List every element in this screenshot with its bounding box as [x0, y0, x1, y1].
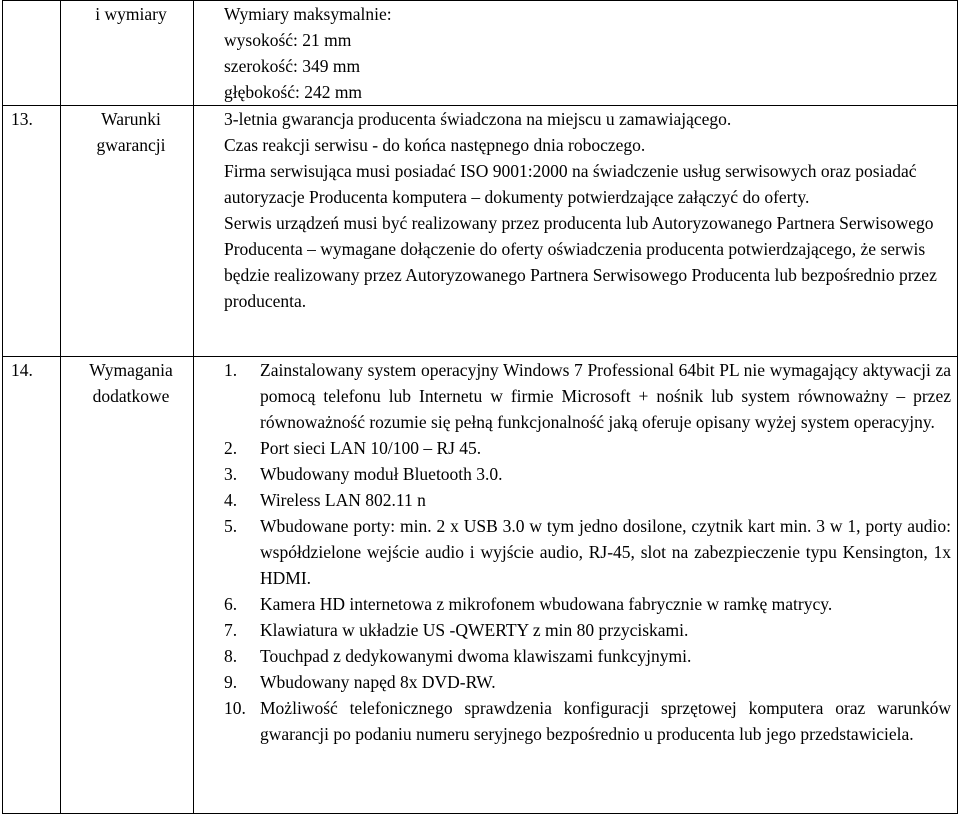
list-item-text: Wbudowany napęd 8x DVD-RW. — [260, 672, 496, 692]
list-item-text: Port sieci LAN 10/100 – RJ 45. — [260, 438, 482, 458]
row-label-line: i wymiary — [95, 4, 167, 24]
list-item — [224, 435, 951, 461]
list-item — [224, 513, 951, 591]
list-item-text: Touchpad z dedykowanymi dwoma klawiszami funkcyjnymi. — [260, 646, 692, 666]
list-item-text: Klawiatura w układzie US -QWERTY z min 80 przyciskami. — [260, 620, 689, 640]
row-description-cell — [194, 357, 958, 814]
list-item-number: 2. — [224, 438, 238, 458]
list-item-text: Możliwość telefonicznego sprawdzenia konfiguracji sprzętowej komputera oraz warunków gwarancji po podaniu numeru seryjnego bezpośrednio u producenta lub jego przedstawiciela. — [260, 698, 951, 744]
table-row — [3, 357, 958, 814]
list-item-number: 6. — [224, 594, 238, 614]
list-item — [224, 461, 951, 487]
specification-table — [2, 0, 958, 814]
warranty-paragraph: Firma serwisująca musi posiadać ISO 9001:2000 na świadczenie usług serwisowych oraz posiadać autoryzacje Producenta komputera – dokumenty potwierdzające załączyć do oferty. — [224, 161, 917, 207]
row-label-cell — [61, 357, 194, 814]
list-item-number: 4. — [224, 490, 238, 510]
row-number: 14. — [11, 360, 33, 380]
row-number-cell — [3, 1, 61, 106]
row-number: 13. — [11, 109, 33, 129]
requirements-list — [224, 357, 951, 747]
list-item — [224, 617, 951, 643]
list-item — [224, 591, 951, 617]
list-item-text: Wireless LAN 802.11 n — [260, 490, 426, 510]
list-item — [224, 487, 951, 513]
row-description-cell — [194, 1, 958, 106]
warranty-paragraph: Serwis urządzeń musi być realizowany przez producenta lub Autoryzowanego Partnera Serwisowego Producenta – wymagane dołączenie do oferty oświadczenia producenta potwierdzającego, że serwis będzie realizowany przez Autoryzowanego Partnera Serwisowego Producenta lub bezpośrednio przez producenta. — [224, 213, 937, 311]
list-item — [224, 669, 951, 695]
row-label-cell — [61, 106, 194, 357]
list-item-number: 5. — [224, 516, 238, 536]
list-item-number: 7. — [224, 620, 238, 640]
list-item-text: Wbudowany moduł Bluetooth 3.0. — [260, 464, 503, 484]
list-item-number: 8. — [224, 646, 238, 666]
row-label-cell — [61, 1, 194, 106]
list-item — [224, 643, 951, 669]
row-label-line: gwarancji — [96, 135, 166, 155]
list-item — [224, 695, 951, 747]
list-item-number: 10. — [224, 698, 246, 718]
row-label-line: Wymagania — [89, 360, 173, 380]
list-item-text: Kamera HD internetowa z mikrofonem wbudowana fabrycznie w ramkę matrycy. — [260, 594, 833, 614]
warranty-paragraph: 3-letnia gwarancja producenta świadczona na miejscu u zamawiającego. — [224, 109, 732, 129]
table-row — [3, 1, 958, 106]
dimension-line: szerokość: 349 mm — [224, 56, 361, 76]
list-item-number: 9. — [224, 672, 238, 692]
list-item-number: 3. — [224, 464, 238, 484]
list-item-text: Wbudowane porty: min. 2 x USB 3.0 w tym jedno dosilone, czytnik kart min. 3 w 1, porty audio: współdzielone wejście audio i wyjście audio, RJ-45, slot na zabezpieczenie typu Kensington, 1x HDMI. — [260, 516, 951, 588]
warranty-paragraph: Czas reakcji serwisu - do końca następnego dnia roboczego. — [224, 135, 646, 155]
row-number-cell — [3, 106, 61, 357]
row-description-cell — [194, 106, 958, 357]
list-item — [224, 357, 951, 435]
row-label-line: Warunki — [101, 109, 161, 129]
dimension-line: głębokość: 242 mm — [224, 82, 363, 102]
table-row — [3, 106, 958, 357]
list-item-text: Zainstalowany system operacyjny Windows 7 Professional 64bit PL nie wymagający aktywacji za pomocą telefonu lub Internetu w firmie Microsoft + nośnik lub system równoważny – przez równoważność rozumie się pełną funkcjonalność jaką oferuje opisany wyżej system operacyjny. — [260, 360, 951, 432]
dimension-line: wysokość: 21 mm — [224, 30, 352, 50]
dimension-line: Wymiary maksymalnie: — [224, 4, 392, 24]
row-number-cell — [3, 357, 61, 814]
list-item-number: 1. — [224, 360, 238, 380]
row-label-line: dodatkowe — [92, 386, 170, 406]
